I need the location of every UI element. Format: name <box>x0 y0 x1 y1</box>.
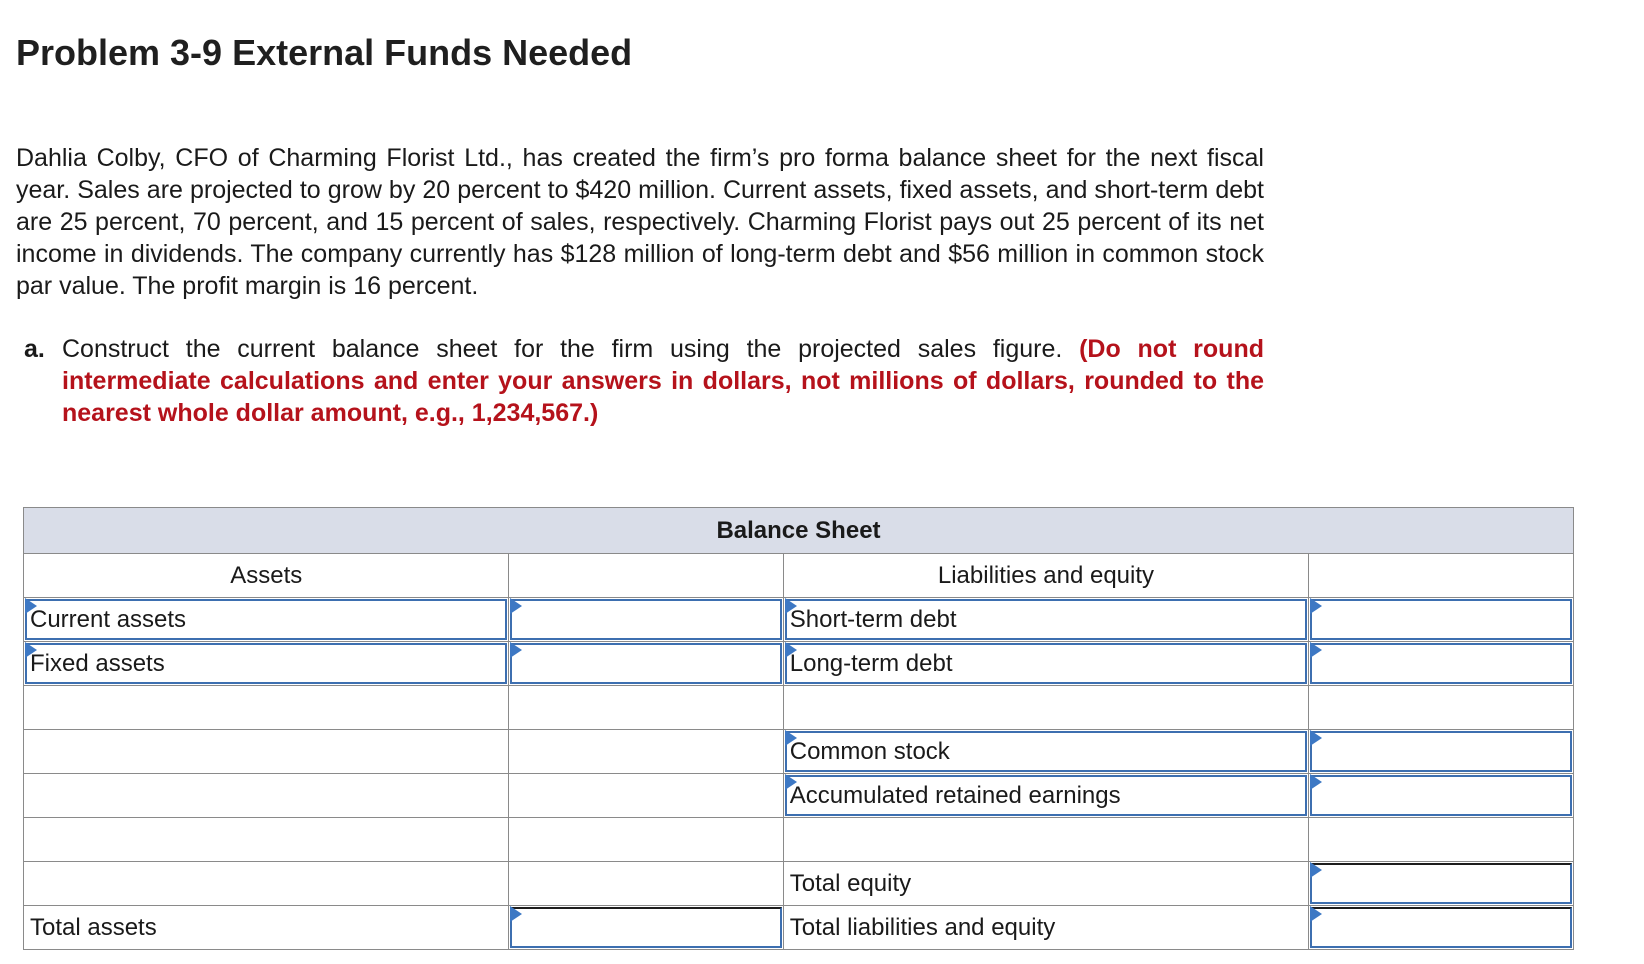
total-assets-cell <box>509 906 783 950</box>
total-liabilities-equity-cell <box>1309 906 1574 950</box>
blank-cell <box>783 818 1308 862</box>
current-assets-select[interactable]: Current assets <box>24 598 509 642</box>
fixed-assets-select[interactable]: Fixed assets <box>24 642 509 686</box>
table-row <box>24 906 1574 950</box>
total-equity-label: Total equity <box>783 862 1308 906</box>
liabilities-value-header <box>1309 554 1574 598</box>
long-term-debt-select[interactable]: Long-term debt <box>783 642 1308 686</box>
blank-cell <box>509 686 783 730</box>
table-row <box>24 818 1574 862</box>
blank-cell <box>509 774 783 818</box>
long-term-debt-input[interactable] <box>1313 646 1573 681</box>
common-stock-cell <box>1309 730 1574 774</box>
question-body <box>62 333 1264 429</box>
page-title: Problem 3-9 External Funds Needed <box>16 32 633 73</box>
total-equity-cell <box>1309 862 1574 906</box>
long-term-debt-cell <box>1309 642 1574 686</box>
total-assets-label: Total assets <box>24 906 509 950</box>
question-a <box>24 333 1264 429</box>
blank-cell <box>24 774 509 818</box>
blank-cell <box>509 730 783 774</box>
assets-header: Assets <box>24 554 509 598</box>
blank-cell <box>509 818 783 862</box>
current-assets-cell <box>509 598 783 642</box>
common-stock-select[interactable]: Common stock <box>783 730 1308 774</box>
table-row <box>24 862 1574 906</box>
liabilities-header: Liabilities and equity <box>783 554 1308 598</box>
retained-earnings-input[interactable] <box>1313 778 1573 813</box>
table-row <box>24 642 1574 686</box>
total-liabilities-equity-input[interactable] <box>1313 910 1573 945</box>
retained-earnings-cell <box>1309 774 1574 818</box>
short-term-debt-select[interactable]: Short-term debt <box>783 598 1308 642</box>
blank-cell <box>1309 818 1574 862</box>
question-instruction: (Do not round intermediate calculations and enter your answers in dollars, not millions of dollars, rounded to the nearest whole dollar amount, e.g., 1,234,567.) <box>62 335 1264 427</box>
table-row <box>24 686 1574 730</box>
problem-statement: Dahlia Colby, CFO of Charming Florist Ltd., has created the firm’s pro forma balance sheet for the next fiscal year. Sales are projected to grow by 20 percent to $420 million. Current assets, fixed assets, and short-term debt are 25 percent, 70 percent, and 15 percent of sales, respectively. Charming Florist pays out 25 percent of its net income in dividends. The company currently has $128 million of long-term debt and $56 million in common stock par value. The profit margin is 16 percent. <box>16 144 1264 300</box>
total-equity-input[interactable] <box>1313 866 1573 901</box>
blank-cell <box>24 730 509 774</box>
blank-cell <box>24 818 509 862</box>
blank-cell <box>1309 686 1574 730</box>
short-term-debt-input[interactable] <box>1313 602 1573 637</box>
assets-value-header <box>509 554 783 598</box>
blank-cell <box>509 862 783 906</box>
total-assets-input[interactable] <box>513 910 782 945</box>
table-row <box>24 774 1574 818</box>
short-term-debt-cell <box>1309 598 1574 642</box>
table-row <box>24 730 1574 774</box>
blank-cell <box>24 686 509 730</box>
question-letter: a. <box>24 335 45 363</box>
blank-cell <box>783 686 1308 730</box>
total-liabilities-equity-label: Total liabilities and equity <box>783 906 1308 950</box>
blank-cell <box>24 862 509 906</box>
balance-sheet-table <box>23 507 1574 950</box>
current-assets-input[interactable] <box>513 602 782 637</box>
fixed-assets-input[interactable] <box>513 646 782 681</box>
table-row <box>24 598 1574 642</box>
fixed-assets-cell <box>509 642 783 686</box>
question-text: Construct the current balance sheet for the firm using the projected sales figure. <box>62 335 1063 363</box>
retained-earnings-select[interactable]: Accumulated retained earnings <box>783 774 1308 818</box>
common-stock-input[interactable] <box>1313 734 1573 769</box>
balance-sheet-title: Balance Sheet <box>24 508 1574 554</box>
